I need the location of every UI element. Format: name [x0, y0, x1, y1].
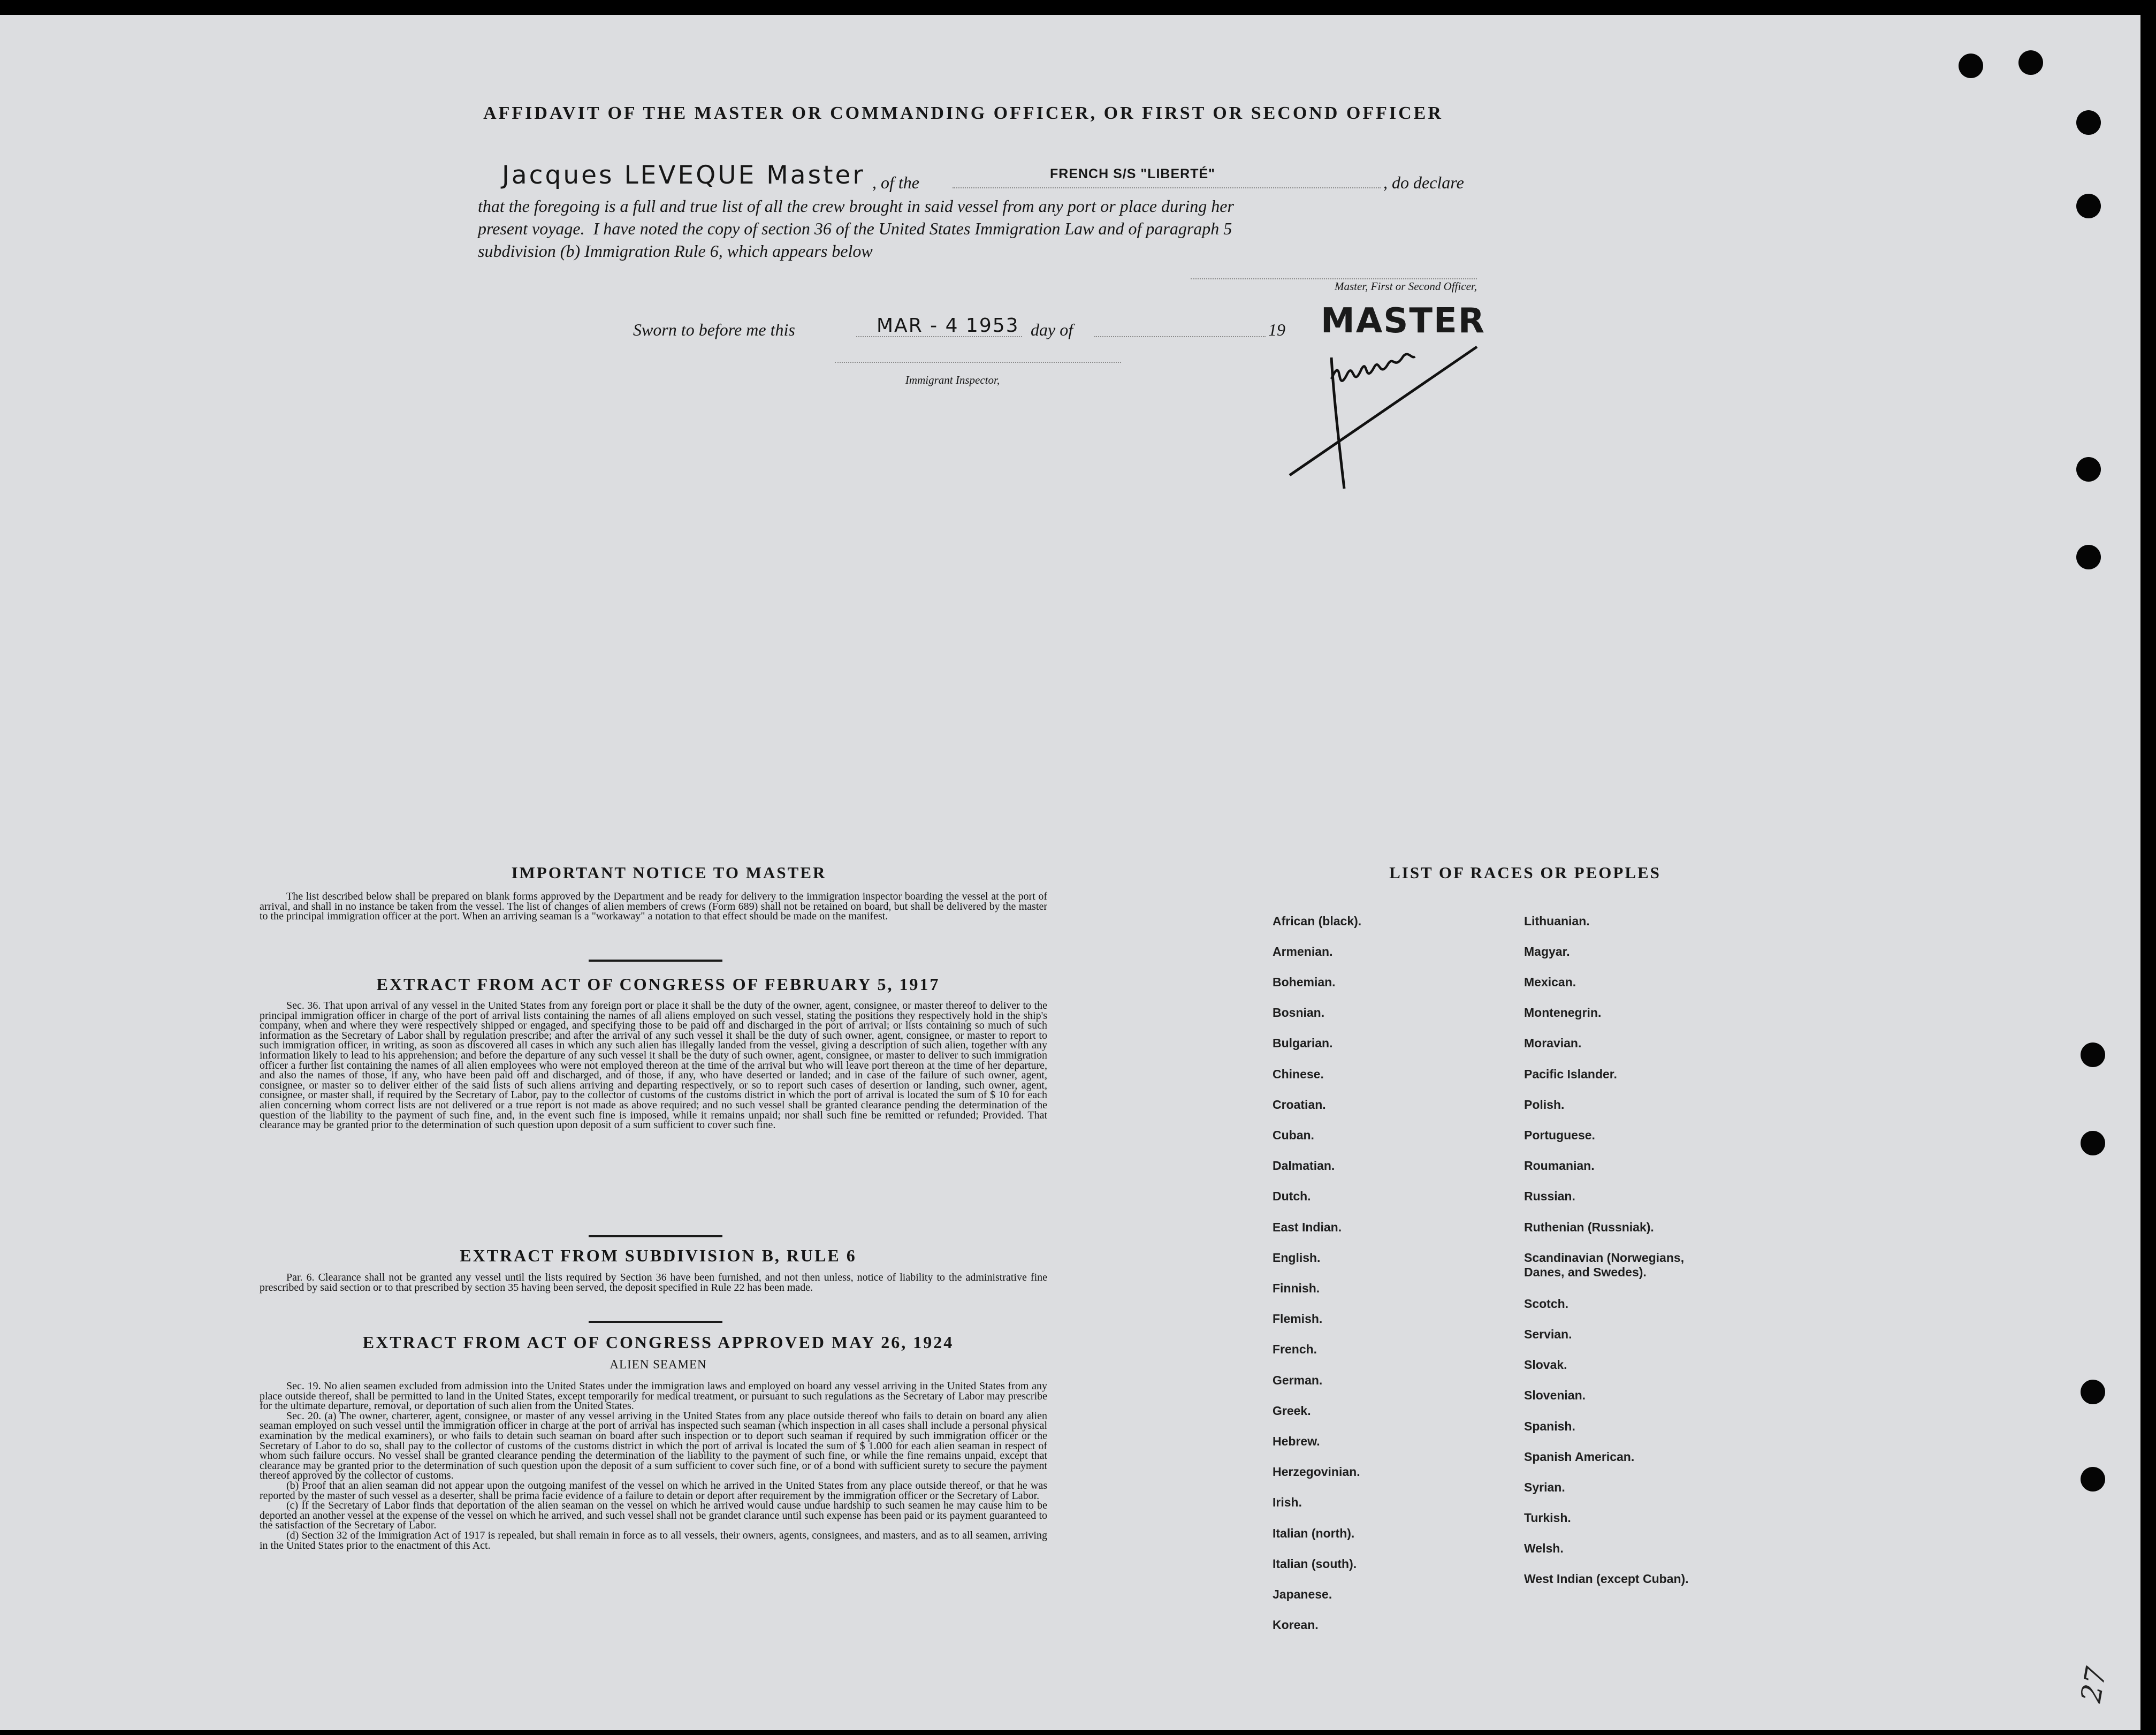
race-item: Japanese.	[1273, 1587, 1332, 1601]
date-line	[856, 336, 1022, 337]
race-item: Spanish.	[1524, 1419, 1575, 1433]
binder-hole	[2081, 1042, 2105, 1067]
race-item: Cuban.	[1273, 1128, 1314, 1142]
race-item: Greek.	[1273, 1404, 1311, 1418]
race-item: Welsh.	[1524, 1541, 1564, 1555]
race-item: Croatian.	[1273, 1098, 1326, 1112]
extract-1917-title: EXTRACT FROM ACT OF CONGRESS OF FEBRUARY 5, 1917	[376, 975, 940, 994]
binder-hole	[2076, 457, 2101, 482]
vessel-name: FRENCH S/S "LIBERTÉ"	[1050, 166, 1216, 181]
race-item: Scandinavian (Norwegians, Danes, and Swedes).	[1524, 1251, 1685, 1279]
extract-1924-text	[260, 1381, 1047, 1550]
binder-hole	[2076, 110, 2101, 135]
sworn-label: Sworn to before me this	[633, 320, 795, 339]
master-signature	[1284, 304, 1488, 507]
divider	[589, 1235, 722, 1237]
race-item: Turkish.	[1524, 1511, 1571, 1525]
race-item: African (black).	[1273, 914, 1362, 928]
race-item: Russian.	[1524, 1189, 1575, 1203]
race-item: Mexican.	[1524, 975, 1576, 989]
officer-signature-line	[1191, 278, 1477, 279]
race-item: Armenian.	[1273, 945, 1333, 958]
notice-text: The list described below shall be prepared on blank forms approved by the Department and be ready for delivery to the immigration inspector boarding the vessel at the port of arrival, and shall in no instance be taken from the vessel. The list of changes of alien members of crews (Form 689) shall not be retained on board, but shall be delivered by the master to the principal immigration officer at the port. When an arriving seaman is a "workaway" a notation to that effect should be made on the manifest.	[260, 891, 1047, 923]
officer-caption: Master, First or Second Officer,	[1335, 280, 1477, 293]
race-item: Italian (north).	[1273, 1526, 1355, 1540]
race-item: Portuguese.	[1524, 1128, 1595, 1142]
extract-rule6-title: EXTRACT FROM SUBDIVISION B, RULE 6	[460, 1246, 857, 1265]
race-item: Syrian.	[1524, 1480, 1565, 1494]
paragraph: Sec. 20. (a) The owner, charterer, agent, consignee, or master of any vessel arriving in the United States from any place outside thereof who fails to detain on board any alien seaman employed on such vessel until the immigration officer in charge at the port of arrival has inspected such seaman (which inspection in all cases shall include a personal physical examination by the medical examiners), or who fails to detain such seaman on board after such inspection or to deport such seaman if required by such immigration officer or the Secretary of Labor to do so, shall pay to the collector of customs of the customs district in which the port of arrival is located the sum of $ 1.000 for each alien seaman in respect of whom such failure occurs. No vessel shall be granted clearance pending the determination of the liability to the payment of such fine, or while the fine remains unpaid, except that clearance may be granted prior to the determination of such question upon the deposit of a sum sufficient to cover such fine, or of a bond with sufficient surety to secure the payment thereof approved by the collector of customs.	[260, 1410, 1047, 1482]
divider	[589, 960, 722, 962]
month-line	[1094, 336, 1266, 337]
race-item: Flemish.	[1273, 1312, 1323, 1326]
race-item: German.	[1273, 1373, 1323, 1387]
sworn-date-stamp: MAR - 4 1953	[877, 315, 1019, 337]
race-item: Chinese.	[1273, 1067, 1324, 1081]
race-item: Dutch.	[1273, 1189, 1311, 1203]
day-of-label: day of	[1031, 320, 1073, 339]
race-item: Bulgarian.	[1273, 1036, 1333, 1050]
affidavit-title: AFFIDAVIT OF THE MASTER OR COMMANDING OFFICER, OR FIRST OR SECOND OFFICER	[483, 103, 1443, 123]
page-number: 27	[2075, 1664, 2113, 1705]
master-stamp: MASTER	[1321, 301, 1485, 341]
race-item: Roumanian.	[1524, 1159, 1595, 1173]
binder-hole	[2018, 50, 2043, 75]
inspector-caption: Immigrant Inspector,	[905, 374, 1000, 386]
race-item: Bosnian.	[1273, 1006, 1325, 1019]
binder-hole	[1959, 54, 1983, 78]
document-sheet	[0, 15, 2140, 1730]
inspector-signature-line	[835, 362, 1121, 363]
race-item: Irish.	[1273, 1495, 1302, 1509]
race-item: Spanish American.	[1524, 1450, 1635, 1464]
alien-seamen-subtitle: ALIEN SEAMEN	[610, 1358, 707, 1371]
race-item: Hebrew.	[1273, 1434, 1320, 1448]
race-item: Herzegovinian.	[1273, 1465, 1360, 1479]
binder-hole	[2081, 1380, 2105, 1404]
binder-hole	[2076, 545, 2101, 569]
paragraph: (d) Section 32 of the Immigration Act of 1917 is repealed, but shall remain in force as to all vessels, their owners, agents, consignees, and masters, and as to all seamen, arriving in the United States prior to the enactment of this Act.	[260, 1529, 1047, 1551]
race-item: Ruthenian (Russniak).	[1524, 1220, 1654, 1234]
race-item: Finnish.	[1273, 1281, 1320, 1295]
declaration-text: that the foregoing is a full and true list of all the crew brought in said vessel from any port or place during her present voyage. I have noted the copy of section 36 of the United States Immigration Law and of paragraph 5 subdivision (b) Immigration Rule 6, which appears below	[478, 196, 1234, 261]
notice-title: IMPORTANT NOTICE TO MASTER	[511, 863, 827, 882]
race-item: East Indian.	[1273, 1220, 1342, 1234]
do-declare-label: , do declare	[1383, 173, 1464, 192]
year-prefix: 19	[1268, 320, 1285, 339]
master-name: Jacques LEVEQUE Master	[502, 161, 865, 190]
race-item: Dalmatian.	[1273, 1159, 1335, 1173]
race-item: Korean.	[1273, 1618, 1319, 1632]
race-item: English.	[1273, 1251, 1321, 1265]
paragraph: (c) If the Secretary of Labor finds that deportation of the alien seaman on the vessel on which he arrived would cause undue hardship to such seamen he may cause him to be deported an another vessel at the expense of the vessel on which he arrived, and such vessel shall not be grandet clarance until such expense has been paid or its payment guaranteed to the satisfaction of the Secretary of Labor.	[260, 1500, 1047, 1532]
vessel-line	[953, 187, 1381, 188]
race-item: Lithuanian.	[1524, 914, 1590, 928]
race-item: Servian.	[1524, 1327, 1572, 1341]
binder-hole	[2081, 1131, 2105, 1155]
race-item: Slovak.	[1524, 1358, 1567, 1372]
race-item: Scotch.	[1524, 1297, 1569, 1311]
races-title: LIST OF RACES OR PEOPLES	[1389, 863, 1661, 882]
race-item: Slovenian.	[1524, 1388, 1586, 1402]
race-item: Moravian.	[1524, 1036, 1582, 1050]
divider	[589, 1321, 722, 1323]
race-item: Magyar.	[1524, 945, 1570, 958]
binder-hole	[2081, 1467, 2105, 1492]
of-the-label: , of the	[872, 173, 919, 192]
race-item: Polish.	[1524, 1098, 1565, 1112]
extract-1917-text: Sec. 36. That upon arrival of any vessel in the United States from any foreign port or place it shall be the duty of the owner, agent, consignee, or master thereof to deliver to the principal immigration officer in charge of the port of arrival lists containing the names of all aliens employed on such vessel, stating the positions they respectively hold in the ship's company, when and where they were respectively shipped or engaged, and specifying those to be paid off and discharged in the port of arrival; or lists containing so much of such information as the Secretary of Labor shall by regulation prescribe; and after the arrival of any such vessel it shall be the duty of such owner, agent, consignee, or master to report to such immigration officer, in writing, as soon as discovered all cases in which any such alien has illegally landed from the vessel, giving a description of such alien, together with any information likely to lead to his apprehension; and before the departure of any such vessel it shall be the duty of such owner, agent, consignee, or master to deliver to such immigration officer a further list containing the names of all alien employees who were not employed thereon at the time of the arrival but who will leave port thereon at the time of her departure, and also the names of those, if any, who have been paid off and discharged, and of those, if any, who have deserted or landed; and in case of the failure of such owner, agent, consignee, or master so to deliver either of the said lists of such aliens arriving and departing respectively, or so to report such cases of desertion or landing, such owner, agent, consignee, or master shall, if required by the Secretary of Labor, pay to the collector of customs of the customs district in which the port of arrival is located the sum of $ 10 for each alien concerning whom correct lists are not delivered or a true report is not made as above required; and no such vessel shall be granted clearance pending the determination of the question of the liability to the payment of such fine, and, in the event such fine is imposed, while it remains unpaid; nor shall such fine be remitted or refunded; Provided. That clearance may be granted prior to the determination of such question upon deposit of a sum sufficient to cover such fine.	[260, 1000, 1047, 1131]
paragraph: Sec. 19. No alien seamen excluded from admission into the United States under the immigration laws and employed on board any vessel arriving in the United States from any place outside thereof, shall be permitted to land in the United States, except temporarily for medical treatment, or pursuant to such regulations as the Secretary of Labor may prescribe for the ultimate departure, removal, or deportation of such alien from the United States.	[260, 1380, 1047, 1412]
extract-rule6-text: Par. 6. Clearance shall not be granted any vessel until the lists required by Section 36 have been furnished, and not then unless, notice of liability to the administrative fine prescribed by said section or to that prescribed by section 35 having been served, the deposit specified in Rule 22 has been made.	[260, 1272, 1047, 1293]
race-item: Bohemian.	[1273, 975, 1336, 989]
race-item: Montenegrin.	[1524, 1006, 1602, 1019]
paragraph: (b) Proof that an alien seaman did not appear upon the outgoing manifest of the vessel on which he arrived in the United States from any place outside thereof, or that he was reported by the master of such vessel as a deserter, shall be prima facie evidence of a failure to detain or deport after requirement by the immigration officer or the Secretary of Labor.	[260, 1479, 1047, 1502]
binder-hole	[2076, 194, 2101, 218]
extract-1924-title: EXTRACT FROM ACT OF CONGRESS APPROVED MAY 26, 1924	[362, 1333, 954, 1352]
race-item: Pacific Islander.	[1524, 1067, 1617, 1081]
race-item: Italian (south).	[1273, 1557, 1357, 1571]
race-item: West Indian (except Cuban).	[1524, 1572, 1689, 1586]
race-item: French.	[1273, 1342, 1317, 1356]
